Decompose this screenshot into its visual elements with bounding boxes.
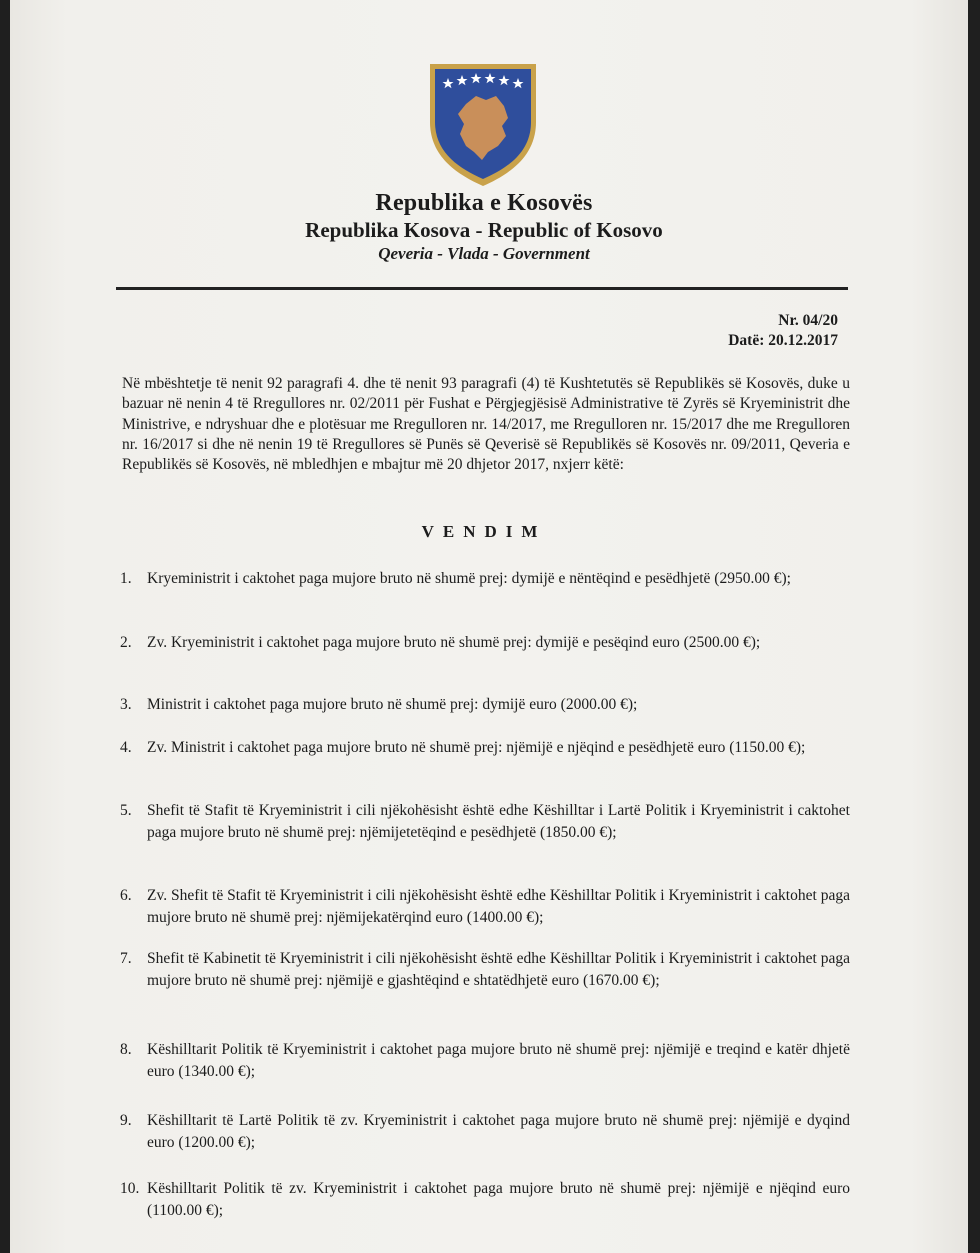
item-text: Zv. Ministrit i caktohet paga mujore bruto në shumë prej: njëmijë e njëqind e pesëdhjetë euro (1150.00 €); <box>147 739 806 756</box>
decision-item-7 <box>120 948 850 992</box>
item-number: 2. <box>120 634 132 651</box>
item-text: Këshilltarit të Lartë Politik të zv. Kryeministrit i caktohet paga mujore bruto në shumë prej: njëmijë e dyqind euro (1200.00 €); <box>147 1112 850 1151</box>
decision-item-1 <box>120 568 850 590</box>
decision-title: VENDIM <box>421 522 547 541</box>
header-divider <box>116 287 848 290</box>
item-number: 8. <box>120 1041 132 1058</box>
header-republic-multilingual: Republika Kosova - Republic of Kosovo <box>305 218 663 242</box>
decision-item-8 <box>120 1039 850 1083</box>
decision-item-3 <box>120 694 850 716</box>
document-date: Datë: 20.12.2017 <box>728 332 838 349</box>
decision-item-6 <box>120 885 850 929</box>
item-number: 1. <box>120 570 132 587</box>
decision-item-2 <box>120 632 850 654</box>
header-republic-albanian: Republika e Kosovës <box>375 190 593 216</box>
kosovo-coat-of-arms-icon <box>426 60 540 188</box>
item-number: 4. <box>120 739 132 756</box>
item-text: Shefit të Stafit të Kryeministrit i cili njëkohësisht është edhe Këshilltar i Lartë Politik i Kryeministrit i caktohet paga mujore bruto në shumë prej: njëmijetetëqind e pesëdhjetë (1850.00 €); <box>147 802 850 841</box>
item-number: 3. <box>120 696 132 713</box>
intro-paragraph: Në mbështetje të nenit 92 paragrafi 4. dhe të nenit 93 paragrafi (4) të Kushtetutës së Republikës së Kosovës, duke u bazuar në nenin 4 të Rregullores nr. 02/2011 për Fushat e Përgjegjësisë Administrative të Zyrës së Kryeministrit dhe Ministrive, e ndryshuar dhe e plotësuar me Rregulloren nr. 14/2017, me Rregulloren nr. 15/2017 dhe me Rregulloren nr. 16/2017 si dhe në nenin 19 të Rregullores së Punës së Qeverisë së Republikës së Kosovës nr. 09/2011, Qeveria e Republikës së Kosovës, në mbledhjen e mbajtur më 20 dhjetor 2017, nxjerr këtë: <box>122 375 850 474</box>
item-text: Ministrit i caktohet paga mujore bruto në shumë prej: dymijë euro (2000.00 €); <box>147 696 638 713</box>
item-text: Këshilltarit Politik të Kryeministrit i caktohet paga mujore bruto në shumë prej: njëmijë e treqind e katër dhjetë euro (1340.00 €); <box>147 1041 850 1080</box>
header-government: Qeveria - Vlada - Government <box>378 244 590 263</box>
item-text: Zv. Kryeministrit i caktohet paga mujore bruto në shumë prej: dymijë e pesëqind euro (2500.00 €); <box>147 634 761 651</box>
document-number: Nr. 04/20 <box>778 312 838 329</box>
item-text: Zv. Shefit të Stafit të Kryeministrit i cili njëkohësisht është edhe Këshilltar Politik i Kryeministrit i caktohet paga mujore bruto në shumë prej: njëmijekatërqind euro (1400.00 €); <box>147 887 850 926</box>
item-number: 5. <box>120 802 132 819</box>
item-number: 9. <box>120 1112 132 1129</box>
item-text: Kryeministrit i caktohet paga mujore bruto në shumë prej: dymijë e nëntëqind e pesëdhjetë (2950.00 €); <box>147 570 791 587</box>
document-page <box>10 0 968 1253</box>
item-text: Shefit të Kabinetit të Kryeministrit i cili njëkohësisht është edhe Këshilltar Politik i Kryeministrit i caktohet paga mujore bruto në shumë prej: njëmijë e gjashtëqind e shtatëdhjetë euro (1670.00 €); <box>147 950 850 989</box>
decision-item-4 <box>120 737 850 759</box>
item-number: 10. <box>120 1180 140 1197</box>
item-text: Këshilltarit Politik të zv. Kryeministrit i caktohet paga mujore bruto në shumë prej: njëmijë e njëqind euro (1100.00 €); <box>147 1180 850 1219</box>
decision-item-9 <box>120 1110 850 1154</box>
decision-item-10 <box>120 1178 850 1222</box>
item-number: 6. <box>120 887 132 904</box>
item-number: 7. <box>120 950 132 967</box>
decision-item-5 <box>120 800 850 844</box>
